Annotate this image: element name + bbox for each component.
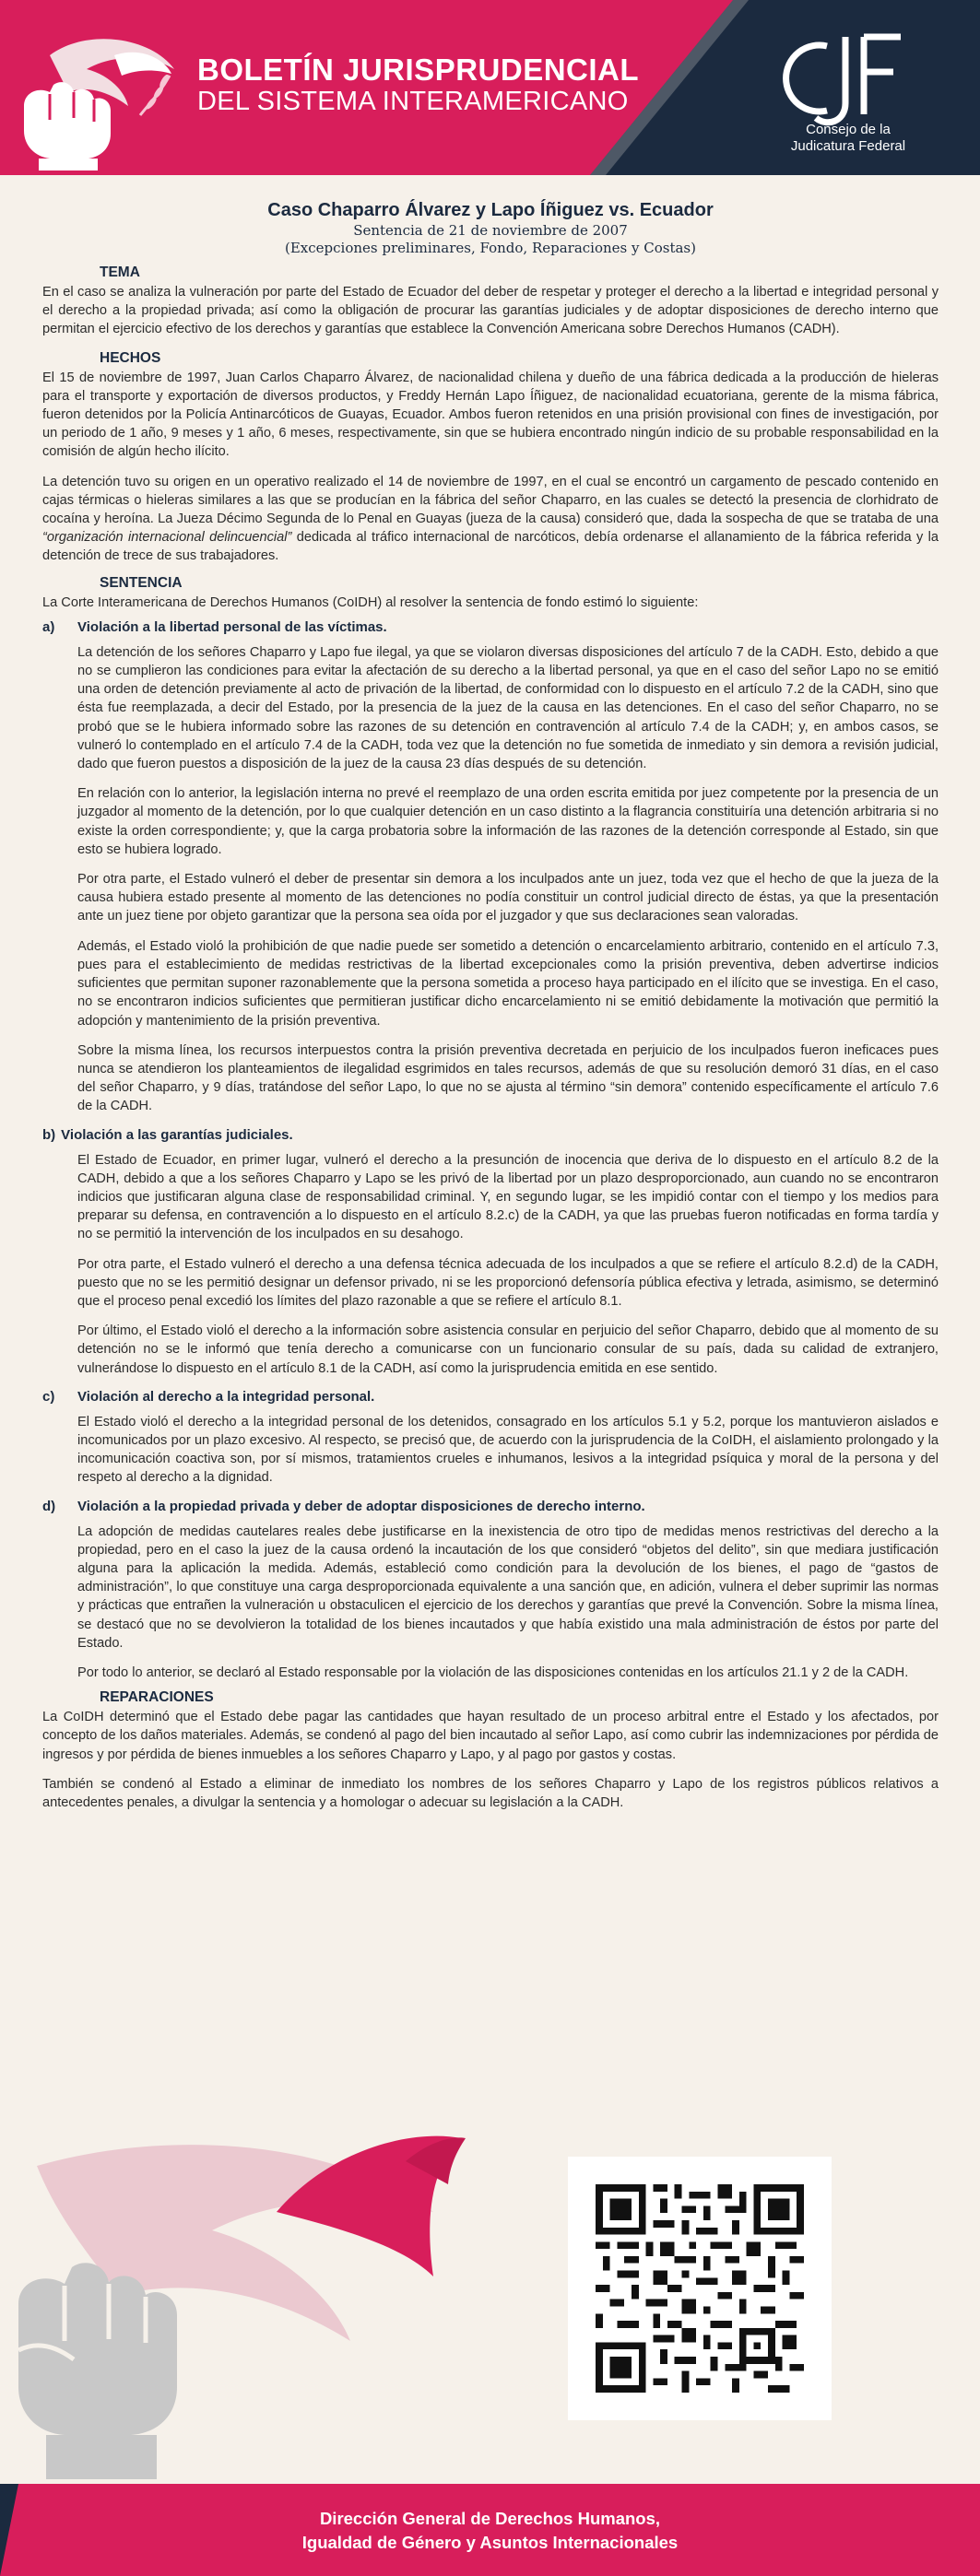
case-title: Caso Chaparro Álvarez y Lapo Íñiguez vs. Ecuador (267, 200, 714, 220)
hechos-p2-part-a: La detención tuvo su origen en un operativo realizado el 14 de noviembre de 1997, en el cual se encontró un cargamento de pescado contenido en cajas térmicas o hieleras similares a las que se producían en la fábrica del señor Chaparro, en las cuales se detectó la presencia de clorhidrato de cocaína y heroína. La Jueza Décimo Segunda de lo Penal en Guayas (jueza de la causa) consideró que, dada la sospecha de que se trataba de una (42, 474, 939, 527)
hechos-paragraph-2 (42, 473, 939, 566)
footer-line1: Dirección General de Derechos Humanos, (319, 2509, 661, 2528)
bulletin-content (42, 199, 939, 1823)
section-c-paragraph-1: El Estado violó el derecho a la integridad personal de los detenidos, consagrado en los artículos 5.1 y 5.2, porque los mantuvieron aislados e incomunicados por un plazo excesivo. Al respecto, se precisó que, de acuerdo con la jurisprudencia de la CoIDH, el aislamiento prolongado y la incomunicación coactiva son, por sí mismos, tratamientos crueles e inhumanos, lesivos a la integridad psíquica y moral de la persona y del respeto al derecho a la dignidad. (77, 1414, 939, 1486)
section-a-heading (42, 618, 939, 638)
section-c-title: Violación al derecho a la integridad personal. (77, 1388, 375, 1405)
footer-line2: Igualdad de Género y Asuntos Internacionales (301, 2533, 679, 2552)
sentencia-heading: SENTENCIA (100, 574, 183, 591)
section-a-body (77, 643, 939, 1116)
case-type: (Excepciones preliminares, Fondo, Reparaciones y Costas) (284, 240, 696, 256)
section-a-paragraph-4: Además, el Estado violó la prohibición de que nadie puede ser sometido a detención o encarcelamiento arbitrario, contenido en el artículo 7.3, pues para el establecimiento de medidas restrictivas de la libertad excepcionales como la prisión preventiva, deben advertirse indicios suficientes que permitan suponer razonablemente que la persona sometida a proceso haya participado en el ilícito que se investiga. En el caso, no se encontraron indicios suficientes que permitieran justificar dicho encarcelamiento ni se emitió debidamente la motivación que permitió la adopción y mantenimiento de la prisión preventiva. (77, 938, 939, 1029)
section-b-letter: b) (42, 1126, 56, 1143)
section-b-paragraph-1: El Estado de Ecuador, en primer lugar, vulneró el derecho a la presunción de inocencia que deriva de lo dispuesto en el artículo 8.2 de la CADH, debido a que a los señores Chaparro y Lapo se les privó de la libertad por un plazo desproporcionado, aun cuando no se encontraron indicios que justificaran alguna clase de responsabilidad criminal. Y, en segundo lugar, se les impidió contar con el tiempo y los medios para preparar su defensa, en contravención a lo dispuesto en el artículo 8.2.c) de la CADH, ya que las pruebas fueron notificadas en forma tardía y no se permitió la intervención de los inculpados en su desahogo. (77, 1152, 939, 1242)
logo-caption-line2: Judicatura Federal (790, 138, 906, 154)
section-a-paragraph-1: La detención de los señores Chaparro y Lapo fue ilegal, ya que se violaron diversas disposiciones del artículo 7 de la CADH. Esto, debido a que no se cumplieron las condiciones para evitar la afectación de su derecho a la libertad personal, ya que en el caso del señor Lapo no se emitió una orden de detención previamente al acto de privación de la libertad, de conformidad con lo dispuesto en el artículo 7.2 de la CADH, sino que ésta fue reemplazada, a decir del Estado, por la presencia de la juez de la causa en las detenciones. En el caso del señor Chaparro, no se probó que se le hubiera informado sobre las razones de su detención en contravención al artículo 7.4 de la CADH; y, en ambos casos, se vulneró lo contemplado en el artículo 7.4 de la CADH, toda vez que la detención no fue sometida de inmediato y sin demora a revisión judicial, dado que fueron puestos a disposición de la juez de la causa 23 días después de su detención. (77, 644, 939, 772)
bulletin-header (0, 0, 980, 175)
footer-text (0, 2507, 980, 2555)
bulletin-title-line2: DEL SISTEMA INTERAMERICANO (197, 87, 629, 116)
section-d-title: Violación a la propiedad privada y deber de adoptar disposiciones de derecho interno. (77, 1498, 645, 1514)
section-b-paragraph-2: Por otra parte, el Estado vulneró el derecho a una defensa técnica adecuada de los inculpados a que se refiere el artículo 8.2.d) de la CADH, puesto que no se les permitió designar un defensor privado, ni se les proporcionó defensoría pública efectiva y letrada, asimismo, se determinó que el proceso penal excedió los límites del plazo razonable a que se refiere el artículo 8.1. (77, 1256, 939, 1309)
section-d-letter: d) (42, 1498, 56, 1514)
hechos-p2-part-b: dedicada al tráfico internacional de narcóticos, debía ordenarse el allanamiento de la fábrica referida y la detención de trece de sus trabajadores. (42, 530, 939, 564)
tema-heading: TEMA (100, 265, 140, 280)
section-c-letter: c) (42, 1388, 55, 1405)
section-a-paragraph-3: Por otra parte, el Estado vulneró el deber de presentar sin demora a los inculpados ante un juez, toda vez que el hecho de que la jueza de la causa hubiera estado presente al momento de las detenciones no podía constituir un control judicial directo de éstas, ya que la presentación ante un juez tiene por objeto garantizar que la persona sea oída por el juzgador y que sus declaraciones sean valoradas. (77, 872, 939, 924)
section-a-paragraph-5: Sobre la misma línea, los recursos interpuestos contra la prisión preventiva decretada en perjuicio de los inculpados fueron ineficaces pues nunca se atendieron los planteamientos de ilegalidad esgrimidos en tales recursos, además de que su resolución demoró 31 días, en el caso del señor Chaparro, y 9 días, tratándose del señor Lapo, lo que no se ajusta al término “sin demora” contenido específicamente el artículo 7.6 de la CADH. (77, 1042, 939, 1114)
reparaciones-heading: REPARACIONES (100, 1689, 214, 1706)
reparaciones-paragraph-1: La CoIDH determinó que el Estado debe pagar las cantidades que hayan resultado de un proceso arbitral entre el Estado y los afectados, por concepto de los daños materiales. Además, se condenó al pago del bien incautado al señor Lapo, así como cubrir las indemnizaciones por pérdida de ingresos y por pérdida de bienes inmuebles a los señores Chaparro y Lapo, y al pago por gastos y costas. (42, 1710, 939, 1762)
cjf-logo-caption (788, 122, 908, 155)
section-b-body (77, 1151, 939, 1378)
section-b-title: Violación a las garantías judiciales. (61, 1126, 293, 1143)
bulletin-title-line1: BOLETÍN JURISPRUDENCIAL (197, 53, 640, 87)
raised-fist-dove-icon (0, 2111, 980, 2479)
hechos-paragraph-1: El 15 de noviembre de 1997, Juan Carlos Chaparro Álvarez, de nacionalidad chilena y dueño de una fábrica dedicada a la producción de hieleras para el transporte y exportación de diversos productos, y Freddy Hernán Lapo Íñiguez, de nacionalidad ecuatoriana, gerente de la misma fábrica, fueron detenidos por la Policía Antinarcóticos de Guayas, Ecuador. Ambos fueron retenidos en una prisión provisional con fines de investigación, por un periodo de 1 año, 9 meses y 1 año, 6 meses, respectivamente, sin que se hubiera encontrado ningún indicio de su probable responsabilidad en la comisión de algún hecho ilícito. (42, 370, 939, 460)
section-d-body (77, 1523, 939, 1683)
section-b-paragraph-3: Por último, el Estado violó el derecho a la información sobre asistencia consular en perjuicio del señor Chaparro, debido que al momento de su detención no se le informó que tenía derecho a comunicarse con un funcionario consular de su país, dada su calidad de extranjero, vulnerándose lo dispuesto en el artículo 8.1 de la CADH, así como la jurisprudencia emitida en ese sentido. (77, 1323, 939, 1376)
section-a-letter: a) (42, 618, 55, 635)
tema-paragraph: En el caso se analiza la vulneración por parte del Estado de Ecuador del deber de respetar y proteger el derecho a la libertad e integridad personal y el derecho a la propiedad privada; así como la obligación de procurar las garantías judiciales y de adoptar disposiciones de derecho interno que permitan el ejercicio efectivo de los derechos y garantías que establece la Convención Americana sobre Derechos Humanos (CADH). (42, 285, 939, 337)
section-d-paragraph-1: La adopción de medidas cautelares reales debe justificarse en la inexistencia de otro tipo de medidas menos restrictivas del derecho a la propiedad, pero en el caso la juez de la causa ordenó la incautación de los que consideró “objetos del delito”, sin que mediara justificación alguna para la aplicación la medida. Además, estableció como condición para la devolución de los bienes, el pago de “gastos de administración”, lo que constituye una carga desproporcionada equivalente a una sanción que, en adición, vulnera el deber suprimir las normas y prácticas que entrañen la vulneración u obstaculicen el ejercicio de los derechos y garantías que prevé la Convención. Sobre la misma línea, se destacó que no se devolvieron la totalidad de los bienes incautados y que había existido una mala administración de éstos por parte del Estado. (77, 1523, 939, 1651)
section-c-heading (42, 1387, 939, 1407)
qr-code[interactable] (568, 2157, 832, 2420)
section-c-body (77, 1413, 939, 1488)
sentencia-intro: La Corte Interamericana de Derechos Humanos (CoIDH) al resolver la sentencia de fondo estimó lo siguiente: (42, 594, 699, 610)
section-a-paragraph-2: En relación con lo anterior, la legislación interna no prevé el reemplazo de una orden escrita emitida por juez competente por la presencia de un juzgador al momento de la detención, por lo que cualquier detención en un caso distinto a la flagrancia constituiría una detención arbitraria si no existe la orden correspondiente; y, que la carga probatoria sobre la información de las razones de la detención corresponde al Estado, sin que esto se hubiera logrado. (77, 786, 939, 857)
case-date: Sentencia de 21 de noviembre de 2007 (353, 222, 628, 239)
bulletin-title (197, 53, 639, 116)
qr-code-icon (596, 2184, 804, 2393)
reparaciones-paragraph-2: También se condenó al Estado a eliminar de inmediato los nombres de los señores Chaparro y Lapo de los registros públicos relativos a antecedentes penales, a divulgar la sentencia y a homologar o adecuar su legislación a la CADH. (42, 1776, 939, 1810)
raised-fist-dove-icon (13, 18, 188, 171)
section-d-heading (42, 1497, 939, 1517)
hechos-p2-emphasis: “organización internacional delincuencial” (42, 530, 292, 546)
section-d-paragraph-2: Por todo lo anterior, se declaró al Estado responsable por la violación de las disposiciones contenidas en los artículos 21.1 y 2 de la CADH. (77, 1664, 909, 1680)
section-a-title: Violación a la libertad personal de las víctimas. (77, 618, 387, 635)
logo-caption-line1: Consejo de la (806, 122, 891, 137)
section-b-heading (42, 1125, 939, 1146)
hechos-heading: HECHOS (100, 349, 161, 366)
